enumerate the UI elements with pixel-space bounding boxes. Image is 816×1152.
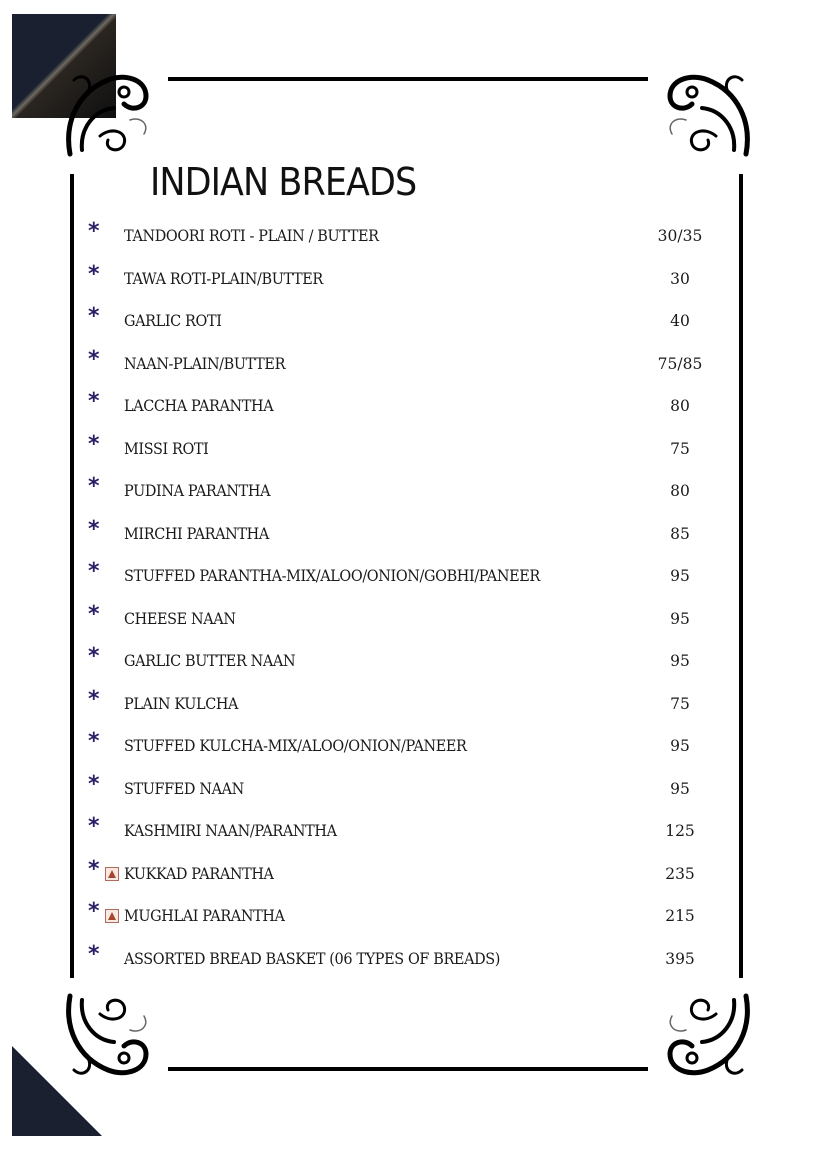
asterisk-bullet-icon: * (88, 219, 100, 244)
item-price: 125 (665, 822, 695, 840)
item-price: 80 (670, 482, 690, 500)
asterisk-bullet-icon: * (88, 304, 100, 329)
menu-item (88, 555, 728, 598)
item-name: STUFFED NAAN (124, 779, 244, 798)
item-name: NAAN-PLAIN/BUTTER (124, 354, 286, 373)
item-name: CHEESE NAAN (124, 609, 236, 628)
item-name: GARLIC ROTI (124, 312, 222, 330)
item-name: LACCHA PARANTHA (124, 397, 274, 415)
item-price: 75 (670, 694, 690, 713)
top-border-line (168, 77, 648, 81)
menu-item (88, 385, 728, 428)
item-price: 40 (670, 312, 690, 330)
menu-item (88, 513, 728, 556)
menu-item (88, 853, 728, 896)
item-price: 395 (665, 949, 695, 968)
asterisk-bullet-icon: * (88, 814, 100, 839)
menu-item (88, 470, 728, 513)
item-price: 30 (670, 269, 690, 288)
item-price: 85 (670, 524, 690, 543)
item-price: 215 (665, 907, 695, 925)
item-price: 30/35 (657, 227, 703, 245)
asterisk-bullet-icon: * (88, 686, 100, 712)
menu-item (88, 598, 728, 641)
menu-item (88, 725, 728, 768)
left-border-line (70, 174, 74, 978)
menu-item (88, 215, 728, 258)
asterisk-bullet-icon: * (88, 899, 100, 924)
asterisk-bullet-icon: * (88, 559, 100, 584)
bottom-border-line (168, 1067, 648, 1071)
menu-item (88, 428, 728, 471)
menu-item (88, 258, 728, 301)
item-name: PUDINA PARANTHA (124, 482, 271, 500)
asterisk-bullet-icon: * (88, 431, 100, 457)
item-price: 75/85 (657, 354, 703, 373)
menu-list (88, 215, 728, 980)
item-name: MISSI ROTI (124, 439, 209, 458)
scroll-ornament-icon (60, 62, 156, 158)
asterisk-bullet-icon: * (88, 941, 100, 967)
item-name: TANDOORI ROTI - PLAIN / BUTTER (124, 227, 379, 245)
item-price: 80 (670, 397, 690, 415)
item-name: ASSORTED BREAD BASKET (06 TYPES OF BREADS) (124, 949, 501, 968)
non-veg-mark-icon (105, 867, 119, 881)
item-price: 95 (670, 567, 690, 585)
asterisk-bullet-icon: * (88, 644, 100, 669)
item-price: 75 (670, 439, 690, 458)
item-price: 95 (670, 609, 690, 628)
item-price: 95 (670, 652, 690, 670)
page-title: INDIAN BREADS (150, 160, 417, 204)
non-veg-mark-icon (105, 909, 119, 923)
item-name: STUFFED PARANTHA-MIX/ALOO/ONION/GOBHI/PANEER (124, 567, 540, 585)
menu-item (88, 640, 728, 683)
item-name: MUGHLAI PARANTHA (124, 907, 285, 925)
item-name: KUKKAD PARANTHA (124, 864, 274, 883)
asterisk-bullet-icon: * (88, 261, 100, 287)
item-name: STUFFED KULCHA-MIX/ALOO/ONION/PANEER (124, 737, 467, 755)
scroll-ornament-icon (60, 992, 156, 1088)
menu-item (88, 768, 728, 811)
scroll-ornament-icon (660, 992, 756, 1088)
asterisk-bullet-icon: * (88, 389, 100, 414)
right-border-line (739, 174, 743, 978)
menu-item (88, 810, 728, 853)
item-name: PLAIN KULCHA (124, 694, 239, 713)
item-name: GARLIC BUTTER NAAN (124, 652, 296, 670)
menu-item (88, 895, 728, 938)
asterisk-bullet-icon: * (88, 601, 100, 627)
asterisk-bullet-icon: * (88, 771, 100, 797)
item-name: KASHMIRI NAAN/PARANTHA (124, 822, 337, 840)
asterisk-bullet-icon: * (88, 474, 100, 499)
scroll-ornament-icon (660, 62, 756, 158)
asterisk-bullet-icon: * (88, 729, 100, 754)
asterisk-bullet-icon: * (88, 346, 100, 372)
asterisk-bullet-icon: * (88, 516, 100, 542)
item-name: TAWA ROTI-PLAIN/BUTTER (124, 269, 323, 288)
menu-item (88, 938, 728, 981)
menu-item (88, 300, 728, 343)
item-name: MIRCHI PARANTHA (124, 524, 269, 543)
menu-item (88, 343, 728, 386)
asterisk-bullet-icon: * (88, 856, 100, 882)
item-price: 235 (665, 864, 695, 883)
menu-item (88, 683, 728, 726)
item-price: 95 (670, 737, 690, 755)
item-price: 95 (670, 779, 690, 798)
